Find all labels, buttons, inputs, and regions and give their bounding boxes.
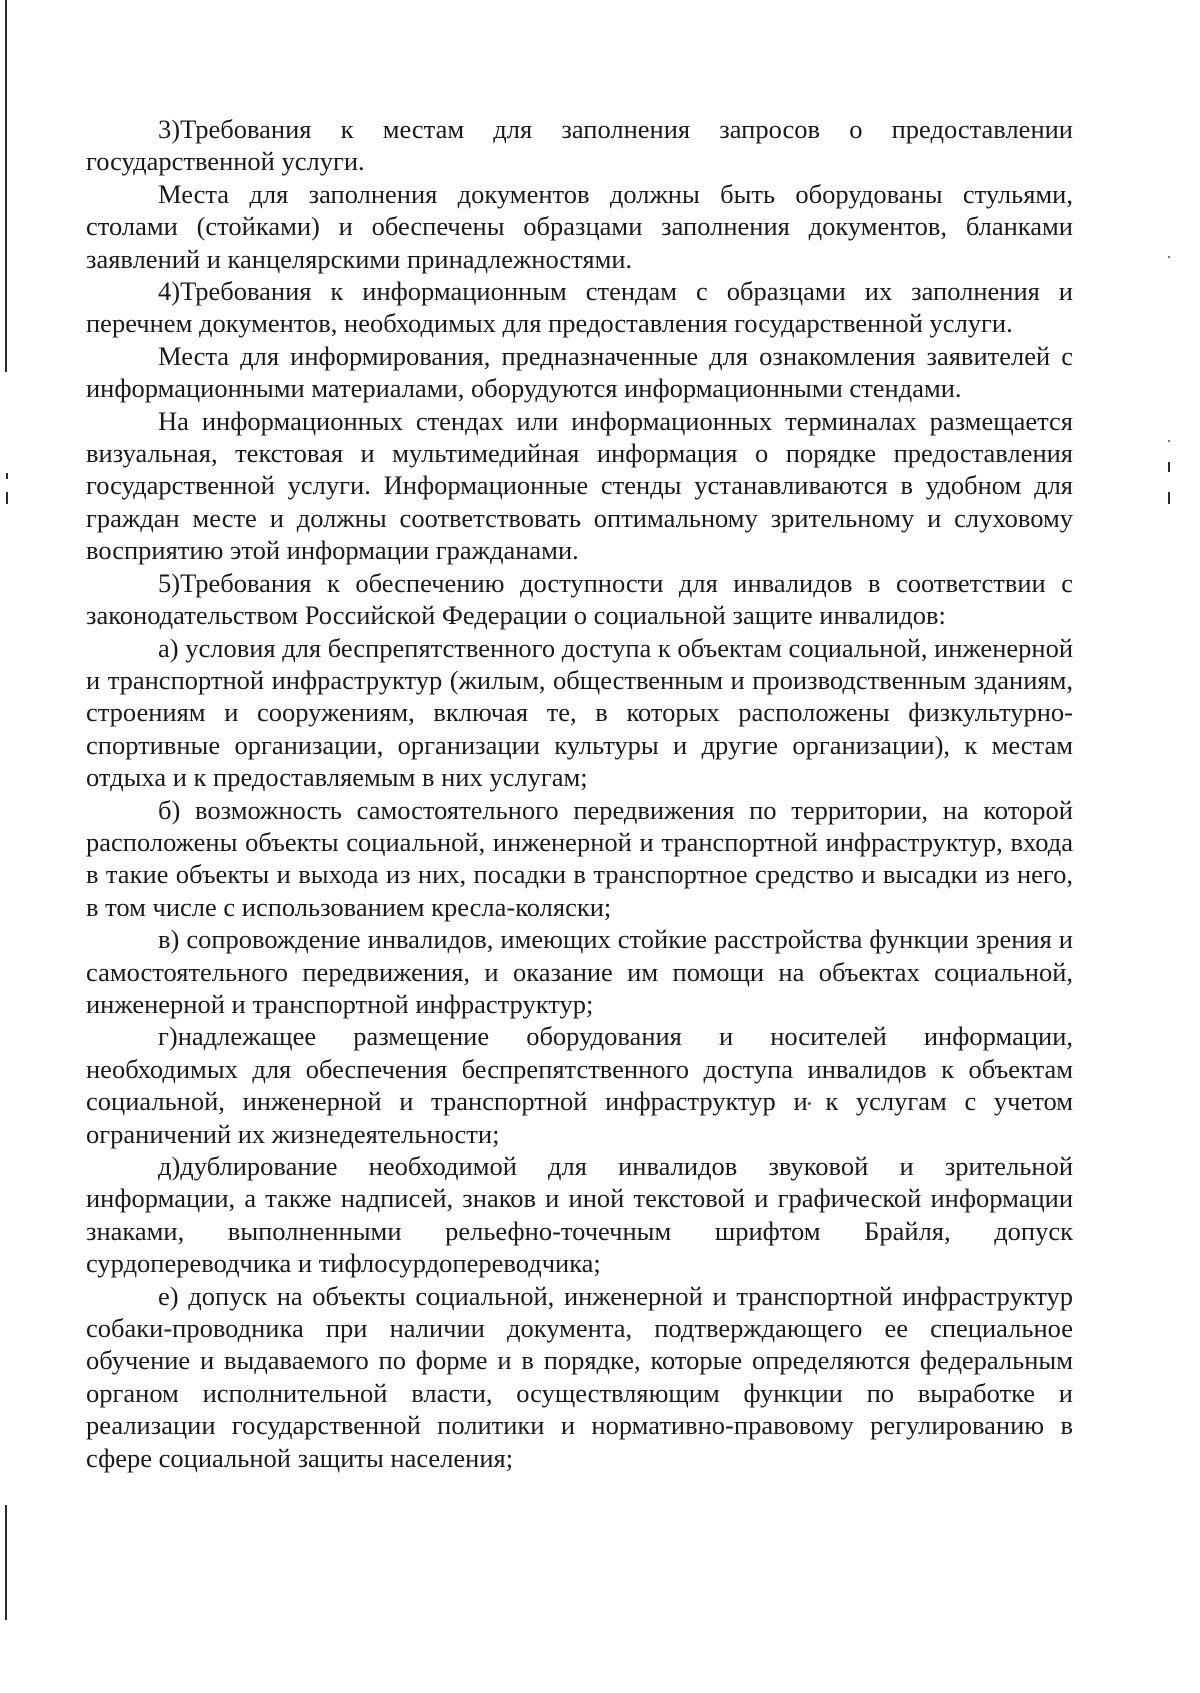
list-item-e: е) допуск на объекты социальной, инженерной и транспортной инфраструктур собаки-проводника при наличии документа, подтверждающего ее специальное обучение и выдаваемого по форме и в порядке, которые определяются федеральным органом исполнительной власти, осуществляющим функции по выработке и реализации государственной политики и нормативно-правовому регулированию в сфере социальной защиты населения; [86, 1280, 1073, 1473]
list-item-v: в) сопровождение инвалидов, имеющих стойкие расстройства функции зрения и самостоятельного передвижения, и оказание им помощи на объектах социальной, инженерной и транспортной инфраструктур; [86, 924, 1073, 1019]
scan-edge-dot [1168, 440, 1170, 442]
scan-edge-mark [1168, 492, 1170, 504]
paragraph: На информационных стендах или информационных терминалах размещается визуальная, текстовая и мультимедийная информация о порядке предоставления государственной услуги. Информационные стенды устанавливаются в удобном для граждан месте и должны соответствовать оптимальному зрительному и слуховому восприятию этой информации гражданами. [86, 405, 1073, 566]
paragraph: Места для информирования, предназначенные для ознакомления заявителей с информационными материалами, оборудуются информационными стендами. [86, 340, 1073, 404]
scan-edge-mark [1168, 462, 1170, 472]
paragraph-3-heading: 3)Требования к местам для заполнения запросов о предоставлении государственной услуги. [86, 114, 1073, 177]
scan-edge-line [5, 0, 7, 372]
scan-edge-dot [1168, 256, 1170, 258]
list-item-d: д)дублирование необходимой для инвалидов звуковой и зрительной информации, а также надписей, знаков и иной текстовой и графической информации знаками, выполненными рельефно-точечным шрифтом Брайля, допуск сурдопереводчика и тифлосурдопереводчика; [86, 1151, 1073, 1279]
paragraph: Места для заполнения документов должны быть оборудованы стульями, столами (стойками) и обеспечены образцами заполнения документов, бланками заявлений и канцелярскими принадлежностями. [86, 178, 1073, 274]
paragraph-5-heading: 5)Требования к обеспечению доступности для инвалидов в соответствии с законодательством Российской Федерации о социальной защите инвалидов: [86, 567, 1073, 631]
scan-edge-line [5, 1505, 7, 1620]
list-item-a: а) условия для беспрепятственного доступа к объектам социальной, инженерной и транспортной инфраструктур (жилым, общественным и производственным зданиям, строениям и сооружениям, включая те, в которых расположены физкультурно-спортивные организации, организации культуры и другие организации), к местам отдыха и к предоставляемым в них услугам; [86, 632, 1073, 793]
scan-edge-mark [6, 473, 8, 479]
list-item-g: г)надлежащее размещение оборудования и носителей информации, необходимых для обеспечения беспрепятственного доступа инвалидов к объектам социальной, инженерной и транспортной инфраструктур и к услугам с учетом ограничений их жизнедеятельности; [86, 1021, 1073, 1149]
scan-edge-mark [6, 492, 8, 504]
paragraph-4-heading: 4)Требования к информационным стендам с образцами их заполнения и перечнем документов, необходимых для предоставления государственной услуги. [86, 276, 1073, 339]
list-item-b: б) возможность самостоятельного передвижения по территории, на которой расположены объекты социальной, инженерной и транспортной инфраструктур, входа в такие объекты и выхода из них, посадки в транспортное средство и высадки из него, в том числе с использованием кресла-коляски; [86, 794, 1073, 922]
document-body [86, 113, 1073, 1474]
